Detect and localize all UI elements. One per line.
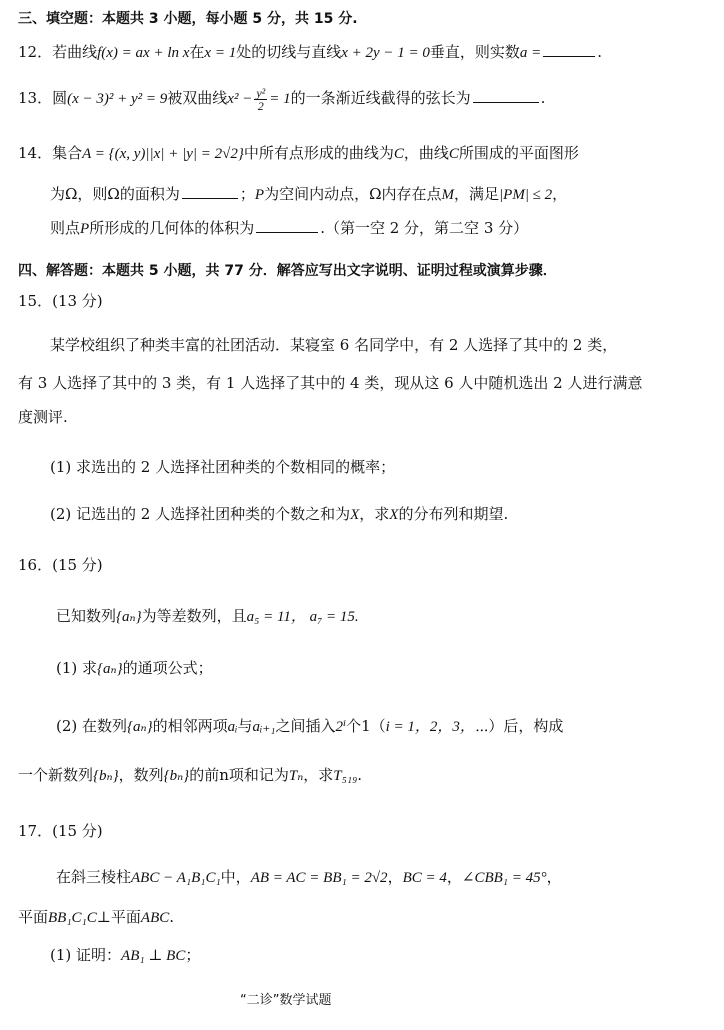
- q16-i-values: i = 1，2，3，⋯: [385, 719, 489, 735]
- q16-number: 16．(15 分): [18, 556, 103, 574]
- q17-perp-symbol: ⊥: [96, 908, 111, 926]
- q14-curve-c2: C: [448, 146, 459, 162]
- q16-power: 2ⁱ: [335, 719, 347, 735]
- q17-p1-c: ，: [387, 868, 403, 886]
- q15-var-x2: X: [389, 507, 399, 523]
- q17-eq-2: BC = 4: [402, 870, 447, 886]
- q17-p2-b: 平面: [110, 908, 141, 926]
- q16-p1-b: 为等差数列，且: [141, 607, 247, 625]
- q17-p2-a: 平面: [18, 908, 49, 926]
- q16-subquestion-2-cont: [18, 764, 362, 787]
- q13-end: .: [540, 89, 546, 107]
- q12-text-c: 处的切线与直线: [236, 43, 342, 61]
- q14-line3-b: 所形成的几何体的体积为: [89, 219, 255, 237]
- section-4-heading: 四、解答题：本题共 5 小题，共 77 分．解答应写出文字说明、证明过程或演算步骤．: [18, 263, 557, 279]
- q17-plane-1: BB₁C₁C: [48, 910, 97, 926]
- q15-var-x1: X: [350, 507, 360, 523]
- q12-text-a: 若曲线: [52, 43, 98, 61]
- q16-sum-tn: Tₙ: [288, 768, 304, 784]
- q13-text-b: 被双曲线: [167, 89, 228, 107]
- q17-prism: ABC − A₁B₁C₁: [131, 870, 221, 886]
- q14-line1-c: ，曲线: [403, 144, 449, 162]
- q16-s3-c: 的前n项和记为: [189, 766, 289, 784]
- q14-line1-a: 集合: [52, 144, 83, 162]
- q13-fraction: [254, 87, 267, 112]
- q17-p2-c: .: [169, 908, 175, 926]
- q16-s1-a: (1) 求: [56, 659, 98, 677]
- q14-line2-d: ，满足: [454, 185, 500, 203]
- q14-line2-a: 为Ω，则Ω的面积为: [50, 185, 180, 203]
- q13-frac-den: 2: [257, 98, 264, 113]
- q17-p1-d: ，: [446, 868, 462, 886]
- q16-s3-a: 一个新数列: [18, 766, 94, 784]
- q16-condition: a₅ = 11， a₇ = 15.: [246, 609, 359, 625]
- q16-s2-a: (2) 在数列: [56, 717, 128, 735]
- q17-s1-b: ；: [185, 946, 201, 964]
- q16-s3-d: ，求: [303, 766, 334, 784]
- q15-s2-b: ，求: [359, 505, 390, 523]
- q13-frac-num: y²: [256, 85, 266, 100]
- q17-plane-2: ABC: [140, 910, 170, 926]
- q17-s1-a: (1) 证明：: [50, 946, 122, 964]
- q14-line2-e: ，: [552, 185, 568, 203]
- q14-line3-c: .（第一空 2 分，第二空 3 分）: [320, 219, 529, 237]
- q16-s3-b: ，数列: [118, 766, 164, 784]
- q13-text-a: 圆: [52, 89, 68, 107]
- q17-paragraph-1: [56, 866, 562, 889]
- q16-s2-seq: {aₙ}: [127, 719, 153, 735]
- section-3-heading: 三、填空题：本题共 3 小题，每小题 5 分，共 15 分.: [18, 11, 358, 27]
- q17-eq-1: AB = AC = BB₁ = 2√2: [250, 870, 388, 886]
- q16-s1-b: 的通项公式；: [122, 659, 213, 677]
- q16-seq-a: {aₙ}: [116, 609, 142, 625]
- q14-line2-b: ；: [239, 185, 255, 203]
- q15-subquestion-2: [50, 503, 508, 526]
- q16-seq-b2: {bₙ}: [163, 768, 190, 784]
- q16-s2-c: 与: [237, 717, 253, 735]
- q12-text-d: 垂直，则实数: [429, 43, 520, 61]
- q13-circle-expr: (x − 3)² + y² = 9: [67, 91, 168, 107]
- q14-curve-c1: C: [393, 146, 404, 162]
- q14-line2-c: 为空间内动点，Ω内存在点: [264, 185, 442, 203]
- q13-hyperbola-b: = 1: [269, 91, 291, 107]
- q16-s2-b: 的相邻两项: [152, 717, 228, 735]
- q16-s2-f: ）后，构成: [488, 717, 564, 735]
- q15-s2-c: 的分布列和期望.: [398, 505, 509, 523]
- q12-text-b: 在: [189, 43, 205, 61]
- q16-term-ai: aᵢ: [227, 719, 238, 735]
- q16-sum-t519: T₅₁₉: [333, 768, 358, 784]
- q16-s1-seq: {aₙ}: [97, 661, 123, 677]
- q14-point-p1: P: [254, 187, 265, 203]
- q16-subquestion-1: [56, 657, 213, 680]
- q17-s1-expr: AB₁ ⊥ BC: [121, 948, 186, 964]
- q14-number: 14．: [18, 144, 53, 162]
- q17-subquestion-1: [50, 944, 200, 967]
- q12-end: .: [597, 43, 603, 61]
- q16-term-ai1: aᵢ₊₁: [252, 719, 276, 735]
- q15-subquestion-1: (1) 求选出的 2 人选择社团种类的个数相同的概率；: [50, 458, 396, 476]
- q14-line1-d: 所围成的平面图形: [458, 144, 579, 162]
- page-footer: “二诊”数学试题: [240, 993, 332, 1008]
- q14-line1-b: 中所有点形成的曲线为: [243, 144, 394, 162]
- q12-var: a =: [519, 45, 542, 61]
- q14-condition: |PM| ≤ 2: [499, 187, 553, 203]
- q13-hyperbola-a: x² −: [227, 91, 253, 107]
- q16-s2-d: 之间插入: [275, 717, 336, 735]
- q12-curve-expr: f(x) = ax + ln x: [97, 45, 190, 61]
- q16-seq-b1: {bₙ}: [93, 768, 119, 784]
- q17-p1-e: ，: [546, 868, 562, 886]
- q15-number: 15．(13 分): [18, 292, 103, 310]
- q16-paragraph-1: [56, 605, 359, 628]
- q14-blank-volume: [256, 216, 318, 233]
- q13-number: 13．: [18, 89, 53, 107]
- q17-paragraph-2: [18, 906, 174, 929]
- question-12: [18, 40, 602, 64]
- q13-answer-blank: [473, 86, 539, 103]
- q16-p1-a: 已知数列: [56, 607, 117, 625]
- q16-subquestion-2: [56, 715, 563, 738]
- question-14-line-3: [50, 216, 528, 240]
- q14-blank-area: [182, 182, 238, 199]
- q12-point: x = 1: [204, 45, 237, 61]
- q16-s3-e: .: [357, 766, 363, 784]
- question-13: [18, 86, 545, 112]
- q14-point-p2: P: [80, 221, 90, 237]
- question-14-line-2: [50, 182, 567, 206]
- q12-number: 12．: [18, 43, 53, 61]
- q14-line3-a: 则点: [50, 219, 81, 237]
- q17-eq-3: ∠CBB₁ = 45°: [461, 870, 547, 886]
- q12-answer-blank: [543, 40, 595, 57]
- q17-p1-a: 在斜三棱柱: [56, 868, 132, 886]
- q16-s2-e: 个1（: [346, 717, 386, 735]
- q13-text-c: 的一条渐近线截得的弦长为: [290, 89, 471, 107]
- q15-paragraph-1: 某学校组织了种类丰富的社团活动．某寝室 6 名同学中，有 2 人选择了其中的 2 类，: [50, 336, 618, 354]
- q14-set-expr: A = {(x, y)||x| + |y| = 2√2}: [82, 146, 244, 162]
- q14-point-m: M: [441, 187, 455, 203]
- q15-paragraph-3: 度测评.: [18, 408, 68, 426]
- q15-s2-a: (2) 记选出的 2 人选择社团种类的个数之和为: [50, 505, 351, 523]
- q17-number: 17．(15 分): [18, 822, 103, 840]
- q17-p1-b: 中，: [220, 868, 251, 886]
- question-14-line-1: [18, 142, 579, 165]
- q12-line-expr: x + 2y − 1 = 0: [341, 45, 430, 61]
- q15-paragraph-2: 有 3 人选择了其中的 3 类，有 1 人选择了其中的 4 类，现从这 6 人中随机选出 2 人进行满意: [18, 374, 643, 392]
